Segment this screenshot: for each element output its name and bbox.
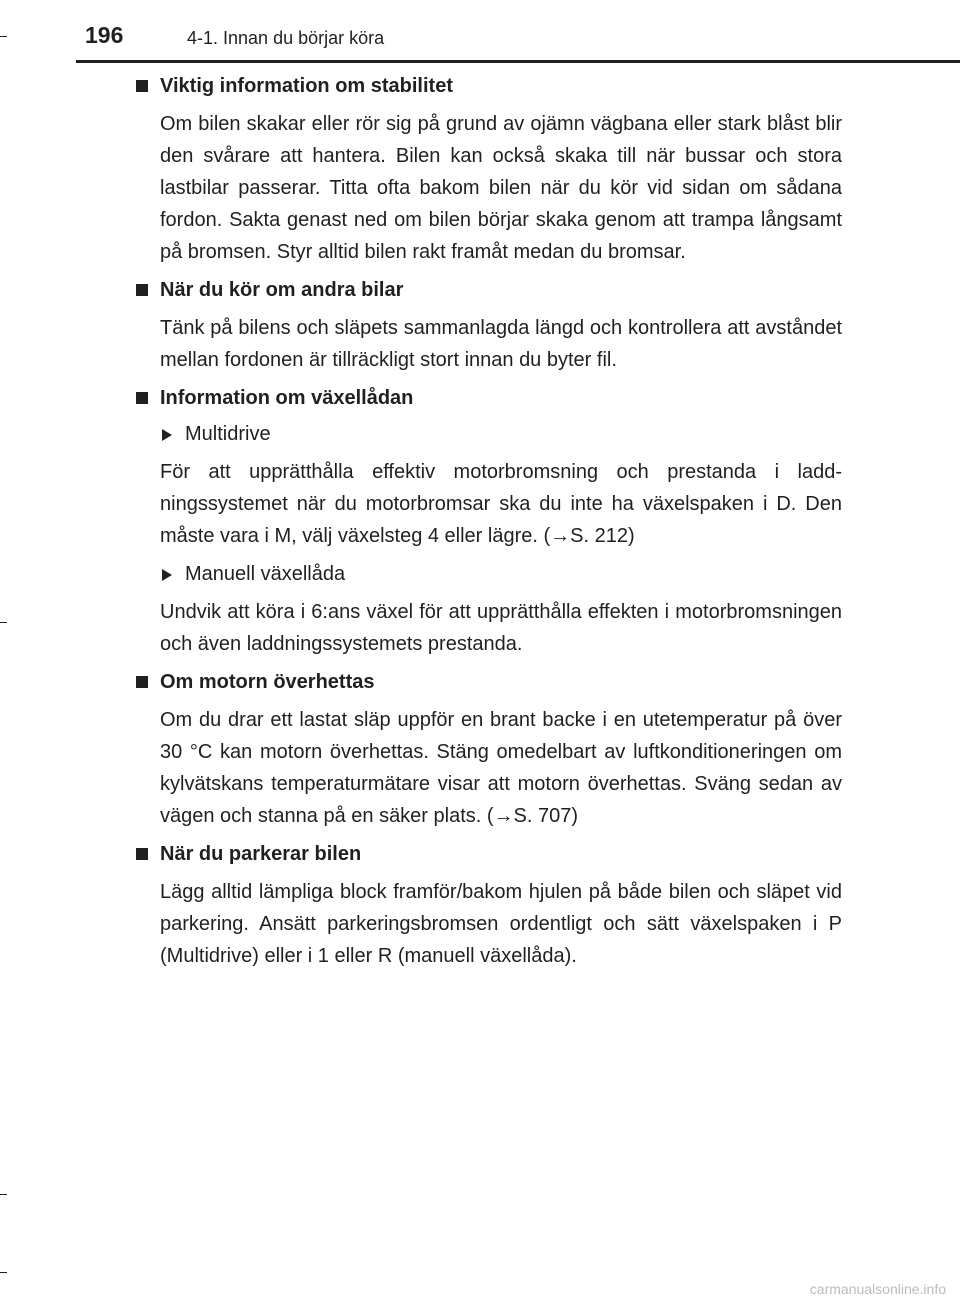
section-heading-text: Information om växellådan xyxy=(160,387,414,409)
section-body: Tänk på bilens och släpets sammanlagda längd och kontrollera att avståndet mellan fordonen är tillräckligt stort innan du byter fil. xyxy=(160,317,842,371)
subsection-heading xyxy=(132,418,842,451)
square-bullet-icon xyxy=(136,848,148,860)
section-body: Om bilen skakar eller rör sig på grund av ojämn vägbana eller stark blåst blir den svårare att hantera. Bilen kan också skaka till när bussar och stora lastbilar passerar. Titta ofta bakom bilen när du kör vid sidan om sådana fordon. Sakta genast ned om bilen börjar skaka genom att trampa långsamt på bromsen. Styr alltid bilen rakt framåt medan du bromsar. xyxy=(160,113,842,263)
section-heading xyxy=(132,838,842,871)
crop-mark xyxy=(0,622,7,623)
triangle-bullet-icon xyxy=(162,569,172,581)
section-heading xyxy=(132,666,842,699)
crop-mark xyxy=(0,1194,7,1195)
section-heading xyxy=(132,382,842,415)
section-heading xyxy=(132,274,842,307)
section-heading-text: Om motorn överhettas xyxy=(160,671,375,693)
square-bullet-icon xyxy=(136,80,148,92)
section-title: 4-1. Innan du börjar köra xyxy=(187,28,385,48)
subsection-body: Undvik att köra i 6:ans växel för att upprätthålla effekten i motorbromsningen och även laddningssystemets prestanda. xyxy=(160,601,842,655)
subsection-heading xyxy=(132,558,842,591)
square-bullet-icon xyxy=(136,676,148,688)
square-bullet-icon xyxy=(136,284,148,296)
page-content xyxy=(132,70,842,978)
square-bullet-icon xyxy=(136,392,148,404)
subsection-heading-text: Manuell växellåda xyxy=(185,563,346,585)
subsection-heading-text: Multidrive xyxy=(185,423,271,445)
triangle-bullet-icon xyxy=(162,429,172,441)
header-rule xyxy=(76,60,960,63)
crop-mark xyxy=(0,1272,7,1273)
section-heading xyxy=(132,70,842,103)
subsection-body: För att upprätthålla effektiv motorbromsning och prestanda i laddningssystemet när du motorbromsar ska du inte ha växelspaken i D. Den måste vara i M, välj växelsteg 4 eller lägre. (→S. 212) xyxy=(160,461,842,547)
section-body: Lägg alltid lämpliga block framför/bakom hjulen på både bilen och släpet vid parkering. Ansätt parkeringsbromsen ordentligt och sätt växelspaken i P (Multidrive) eller i 1 eller R (manuell växellåda). xyxy=(160,881,842,967)
section-heading-text: Viktig information om stabilitet xyxy=(160,75,453,97)
page-number: 196 xyxy=(85,22,124,48)
section-heading-text: När du parkerar bilen xyxy=(160,843,362,865)
watermark: carmanualsonline.info xyxy=(809,1281,946,1297)
section-heading-text: När du kör om andra bilar xyxy=(160,279,404,301)
crop-mark xyxy=(0,36,7,37)
section-body: Om du drar ett lastat släp uppför en brant backe i en utetemperatur på över 30 °C kan motorn överhettas. Stäng omedelbart av luftkonditioneringen om kylvätskans temperaturmätare visar att motorn överhettas. Sväng sedan av vägen och stanna på en säker plats. (→S. 707) xyxy=(160,709,842,827)
